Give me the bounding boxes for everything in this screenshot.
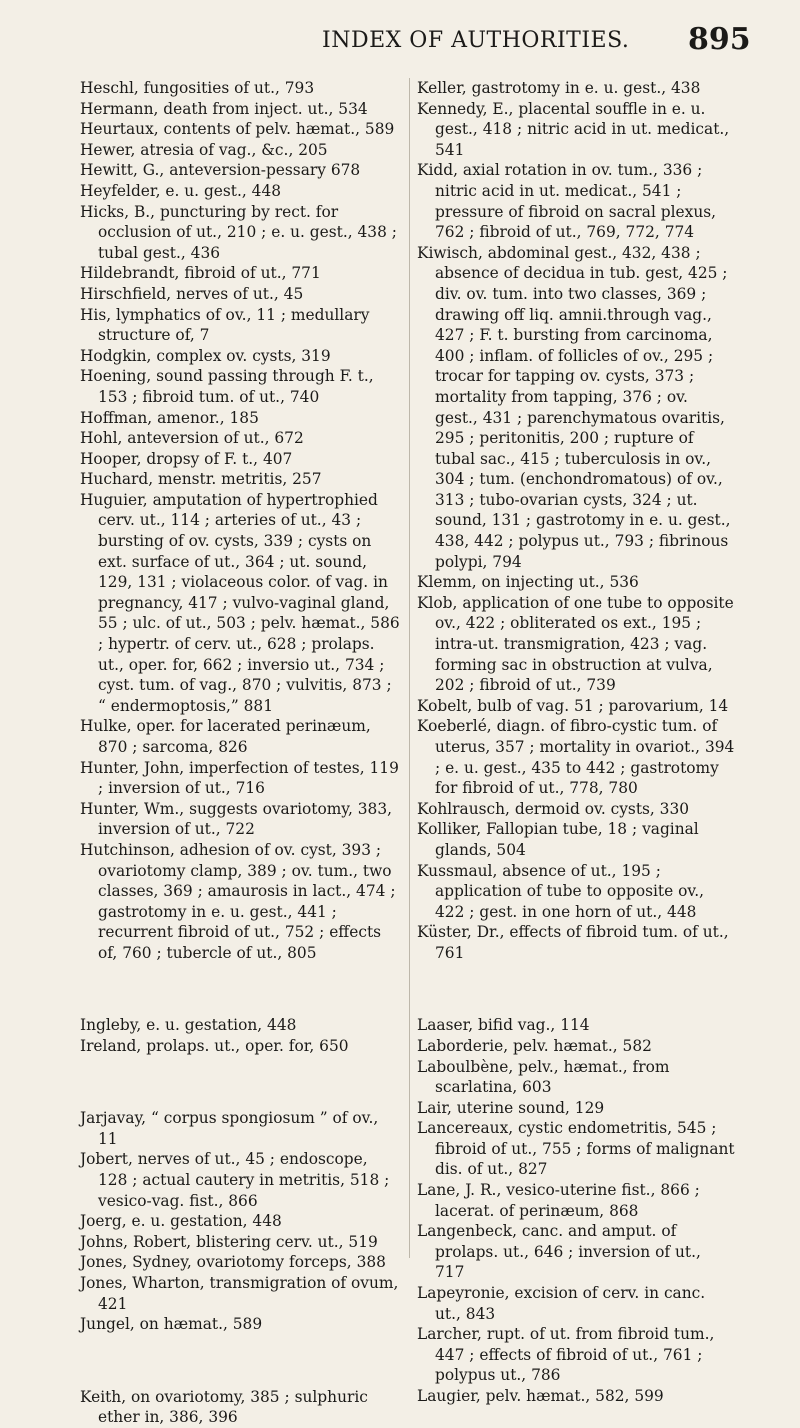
index-column-left: [80, 78, 400, 1428]
index-entry: Jobert, nerves of ut., 45 ; endoscope, 128 ; actual cautery in metritis, 518 ; vesico-vag. fist., 866: [80, 1150, 390, 1210]
index-entry: Johns, Robert, blistering cerv. ut., 519: [80, 1232, 378, 1251]
index-entry: Heyfelder, e. u. gest., 448: [80, 181, 282, 200]
index-entry: Heschl, fungosities of ut., 793: [80, 79, 315, 97]
index-entry: Keith, on ovariotomy, 385 ; sulphuric ether in, 386, 396: [80, 1387, 368, 1427]
index-entry: Lane, J. R., vesico-uterine fist., 866 ; lacerat. of perinæum, 868: [417, 1181, 700, 1220]
running-title: INDEX OF AUTHORITIES.: [322, 28, 630, 53]
page-header: [0, 20, 800, 60]
index-entry: Kussmaul, absence of ut., 195 ; application of tube to opposite ov., 422 ; gest. in one horn of ut., 448: [417, 861, 705, 921]
index-entry: Kennedy, E., placental souffle in e. u. gest., 418 ; nitric acid in ut. medicat., 541: [417, 99, 730, 159]
section-gap: [80, 979, 400, 1000]
index-entry: Hooper, dropsy of F. t., 407: [80, 449, 293, 468]
index-entry: Kohlrausch, dermoid ov. cysts, 330: [417, 799, 690, 818]
index-entry: Hoening, sound passing through F. t., 153 ; fibroid tum. of ut., 740: [80, 367, 374, 406]
index-entry: Ingleby, e. u. gestation, 448: [80, 1016, 297, 1035]
index-entry: Laugier, pelv. hæmat., 582, 599: [417, 1387, 664, 1405]
index-entry: Langenbeck, canc. and amput. of prolaps. ut., 646 ; inversion of ut., 717: [417, 1222, 701, 1282]
page-number: 895: [688, 22, 751, 57]
index-entry: Lapeyronie, excision of cerv. in canc. ut., 843: [417, 1284, 706, 1323]
index-entry: Hildebrandt, fibroid of ut., 771: [80, 264, 321, 283]
section-gap: [80, 1350, 400, 1371]
index-entry: Hunter, Wm., suggests ovariotomy, 383, inversion of ut., 722: [80, 799, 393, 839]
index-entry: Jones, Wharton, transmigration of ovum, 421: [80, 1274, 399, 1313]
index-entry: Jungel, on hæmat., 589: [80, 1315, 263, 1334]
index-entry: Küster, Dr., effects of fibroid tum. of ut., 761: [417, 923, 729, 962]
index-entry: Larcher, rupt. of ut. from fibroid tum., 447 ; effects of fibroid of ut., 761 ; polypus ut., 786: [417, 1325, 715, 1385]
index-entry: Laaser, bifid vag., 114: [417, 1016, 590, 1035]
index-entry: Hodgkin, complex ov. cysts, 319: [80, 346, 331, 365]
index-entry: Keller, gastrotomy in e. u. gest., 438: [417, 79, 701, 97]
index-entry: Jarjavay, “ corpus spongiosum ” of ov., 11: [80, 1109, 379, 1148]
index-entry: Kobelt, bulb of vag. 51 ; parovarium, 14: [417, 696, 729, 715]
index-entry: Huchard, menstr. metritis, 257: [80, 470, 322, 489]
index-entry: Hewer, atresia of vag., &c., 205: [80, 140, 328, 159]
index-entry: Kidd, axial rotation in ov. tum., 336 ; nitric acid in ut. medicat., 541 ; pressure of fibroid on sacral plexus, 762 ; fibroid of ut., 769, 772, 774: [417, 161, 717, 242]
index-entry: Hunter, John, imperfection of testes, 119 ; inversion of ut., 716: [80, 758, 399, 798]
section-gap: [417, 979, 735, 1000]
index-entry: Lancereaux, cystic endometritis, 545 ; fibroid of ut., 755 ; forms of malignant dis. of ut., 827: [417, 1119, 735, 1179]
index-entry: Kiwisch, abdominal gest., 432, 438 ; absence of decidua in tub. gest, 425 ; div. ov. tum. into two classes, 369 ; drawing off liq. amnii.through vag., 427 ; F. t. bursting from carcinoma, 400 ; inflam. of follicles of ov., 295 ; trocar for tapping ov. cysts, 373 ; mortality from tapping, 376 ; ov. gest., 431 ; parenchymatous ovaritis, 295 ; peritonitis, 200 ; rupture of tubal sac., 415 ; tuberculosis in ov., 304 ; tum. (enchondromatous) of ov., 313 ; tubo-ovarian cysts, 324 ; ut. sound, 131 ; gastrotomy in e. u. gest., 438, 442 ; polypus ut., 793 ; fibrinous polypi, 794: [417, 243, 731, 571]
index-entry: Laboulbène, pelv., hæmat., from scarlatina, 603: [417, 1057, 670, 1097]
index-column-right: [417, 78, 735, 1407]
index-entry: Hoffman, amenor., 185: [80, 408, 259, 427]
index-entry: Ireland, prolaps. ut., oper. for, 650: [80, 1036, 349, 1055]
index-entry: Hicks, B., puncturing by rect. for occlusion of ut., 210 ; e. u. gest., 438 ; tubal gest., 436: [80, 202, 397, 262]
index-entry: Hulke, oper. for lacerated perinæum, 870 ; sarcoma, 826: [80, 717, 371, 756]
index-entry: His, lymphatics of ov., 11 ; medullary structure of, 7: [80, 305, 370, 345]
index-entry: Laborderie, pelv. hæmat., 582: [417, 1036, 652, 1055]
index-entry: Klemm, on injecting ut., 536: [417, 573, 639, 592]
index-entry: Koeberlé, diagn. of fibro-cystic tum. of uterus, 357 ; mortality in ovariot., 394 ; e. u. gest., 435 to 442 ; gastrotomy for fibroid of ut., 778, 780: [417, 717, 735, 798]
index-entry: Hirschfield, nerves of ut., 45: [80, 284, 304, 303]
index-entry: Hermann, death from inject. ut., 534: [80, 99, 368, 118]
index-entry: Heurtaux, contents of pelv. hæmat., 589: [80, 120, 395, 139]
index-entry: Hutchinson, adhesion of ov. cyst, 393 ; ovariotomy clamp, 389 ; ov. tum., two classes, 369 ; amaurosis in lact., 474 ; gastrotomy in e. u. gest., 441 ; recurrent fibroid of ut., 752 ; effects of, 760 ; tubercle of ut., 805: [80, 840, 396, 962]
column-divider: [409, 78, 410, 1258]
section-gap: [80, 1072, 400, 1093]
index-entry: Jones, Sydney, ovariotomy forceps, 388: [80, 1253, 386, 1272]
index-entry: Kolliker, Fallopian tube, 18 ; vaginal glands, 504: [417, 820, 699, 859]
index-entry: Hewitt, G., anteversion-pessary 678: [80, 161, 361, 180]
index-entry: Klob, application of one tube to opposite ov., 422 ; obliterated os ext., 195 ; intra-ut. transmigration, 423 ; vag. forming sac in obstruction at vulva, 202 ; fibroid of ut., 739: [417, 593, 734, 695]
index-entry: Lair, uterine sound, 129: [417, 1098, 605, 1117]
index-entry: Hohl, anteversion of ut., 672: [80, 429, 304, 448]
index-entry: Huguier, amputation of hypertrophied cerv. ut., 114 ; arteries of ut., 43 ; bursting of ov. cysts, 339 ; cysts on ext. surface of ut., 364 ; ut. sound, 129, 131 ; violaceous color. of vag. in pregnancy, 417 ; vulvo-vaginal gland, 55 ; ulc. of ut., 503 ; pelv. hæmat., 586 ; hypertr. of cerv. ut., 628 ; prolaps. ut., oper. for, 662 ; inversio ut., 734 ; cyst. tum. of vag., 870 ; vulvitis, 873 ; “ endermoptosis,” 881: [80, 490, 400, 715]
index-entry: Joerg, e. u. gestation, 448: [80, 1212, 282, 1231]
